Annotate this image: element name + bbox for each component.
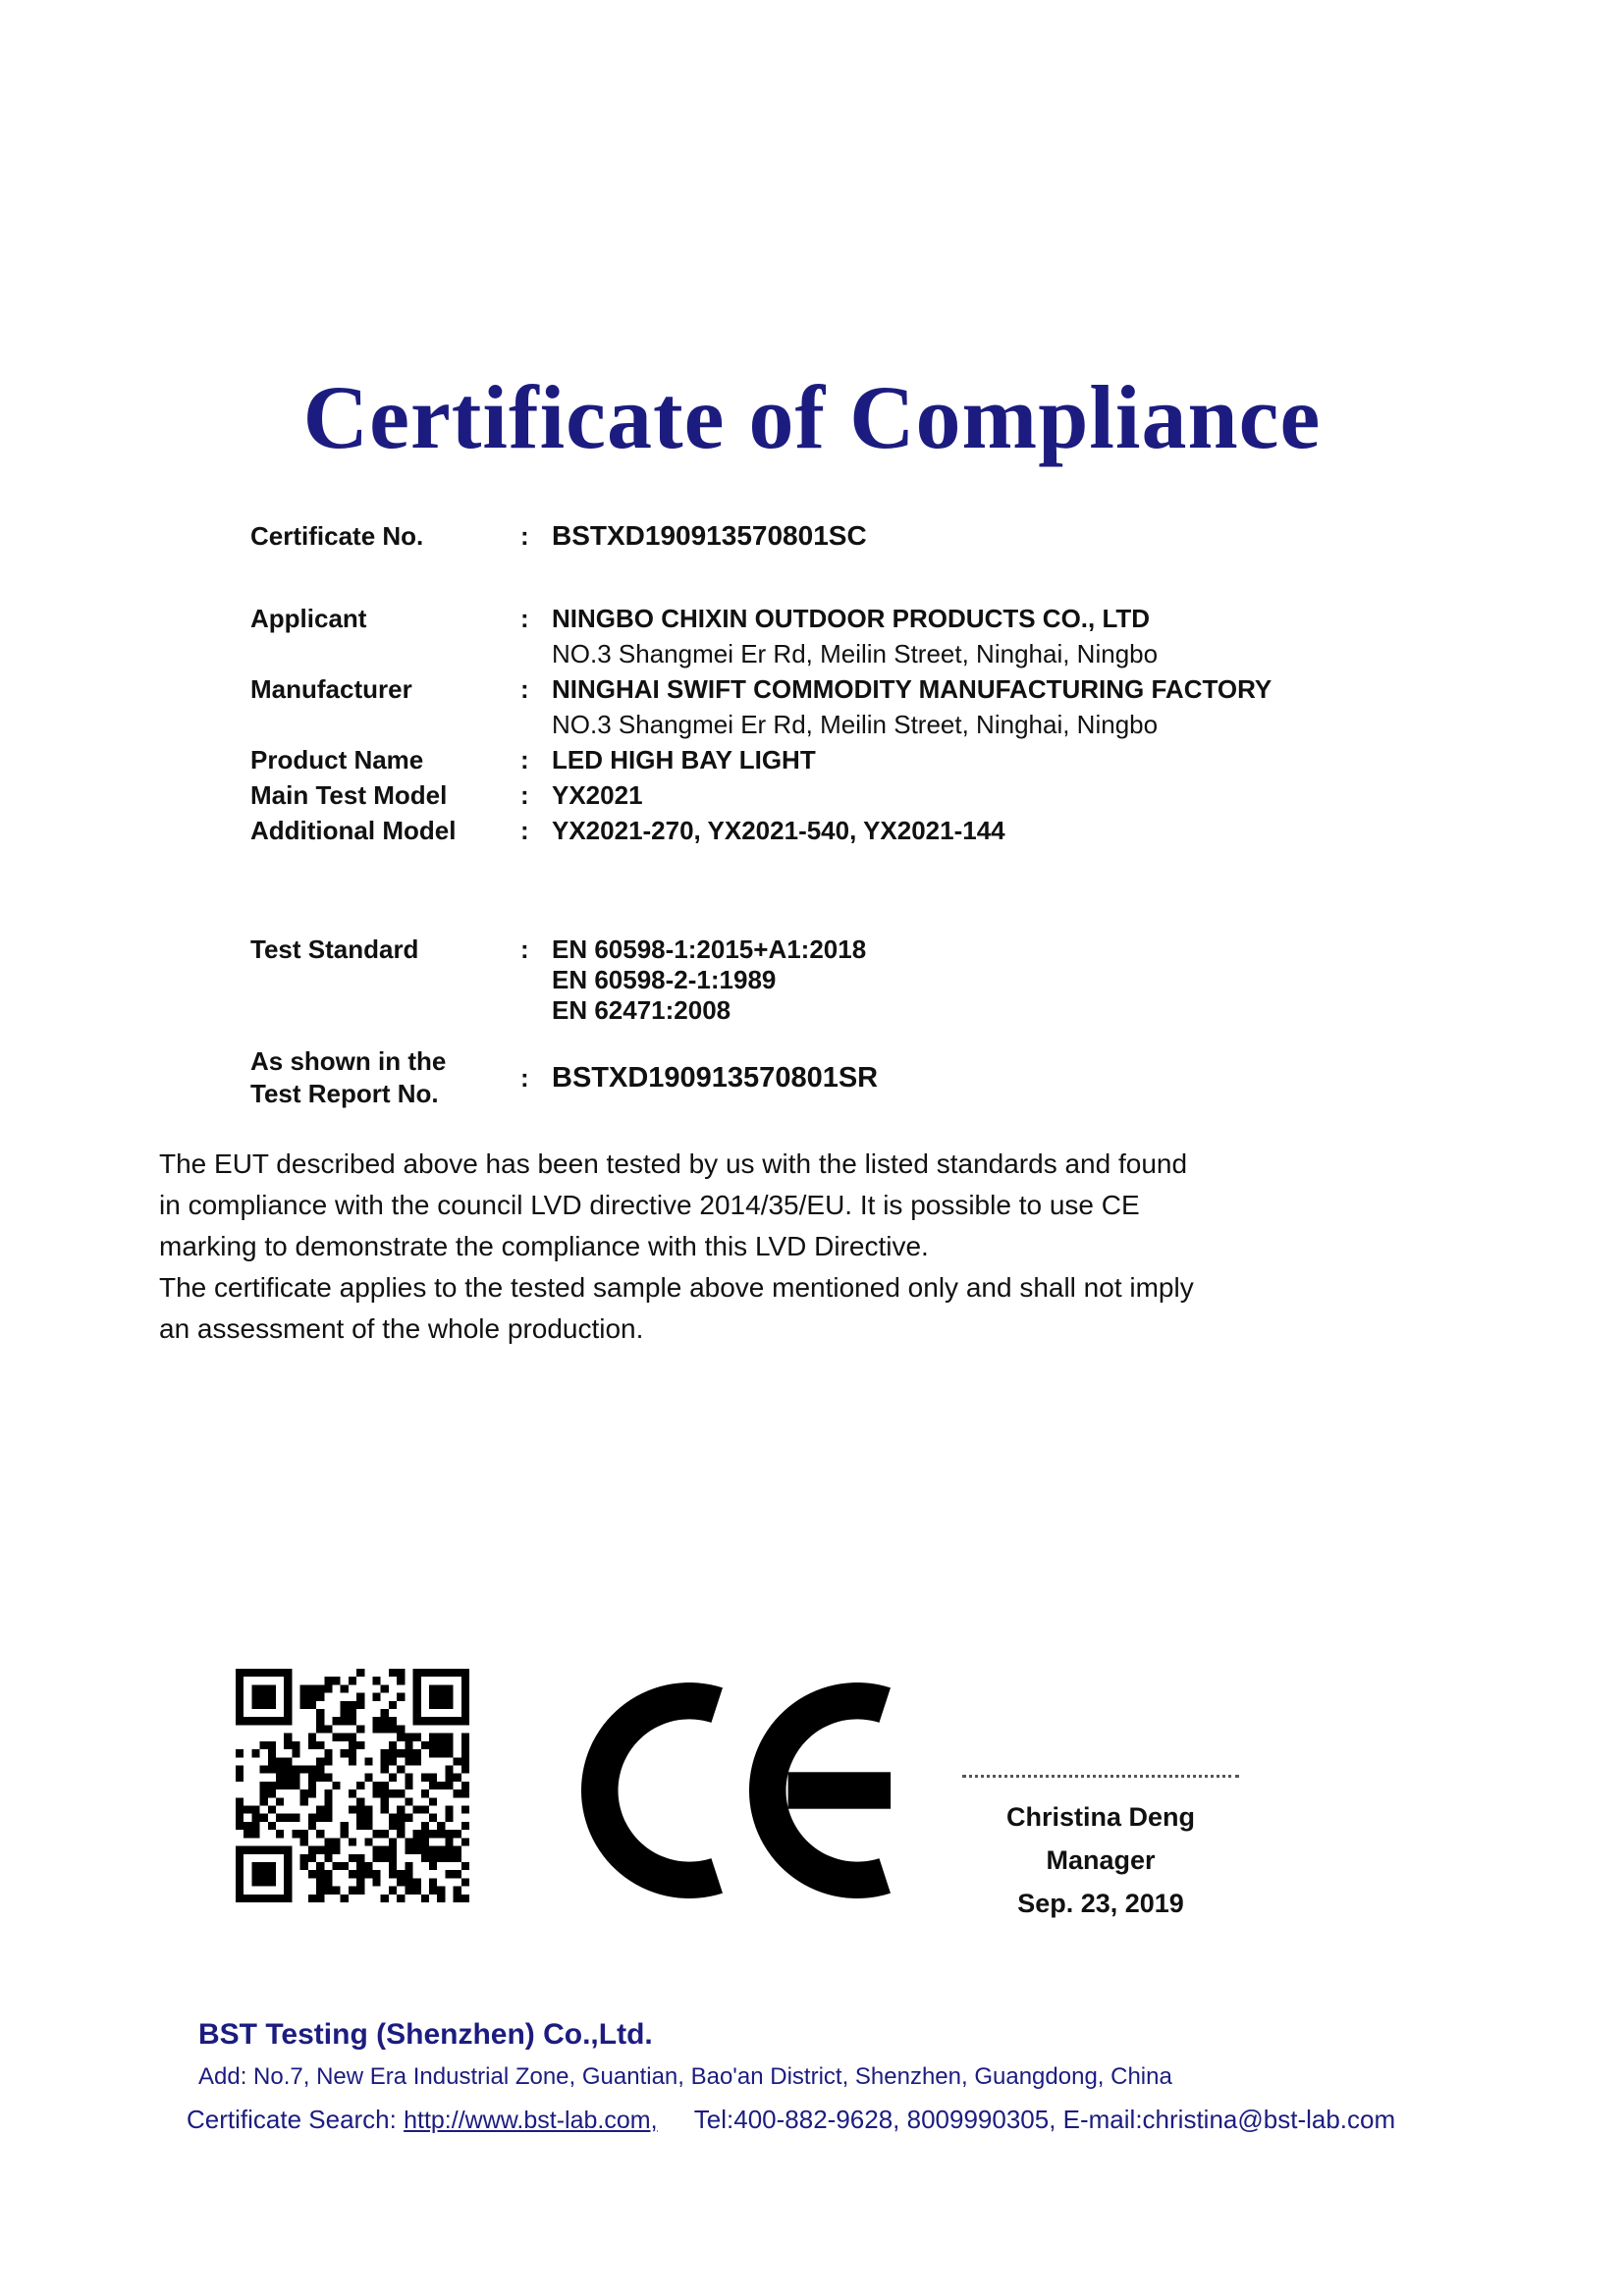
- product-name-value: LED HIGH BAY LIGHT: [552, 745, 816, 774]
- colon: :: [520, 1063, 529, 1093]
- spacer: [250, 554, 1507, 601]
- certificate-search-link[interactable]: http://www.bst-lab.com,: [404, 2107, 658, 2134]
- ce-mark-icon: [581, 1682, 894, 1898]
- signature-date: Sep. 23, 2019: [1017, 1889, 1184, 1918]
- test-standard-values: [552, 934, 1507, 1026]
- company-address: Add: No.7, New Era Industrial Zone, Guantian, Bao'an District, Shenzhen, Guangdong, China: [198, 2063, 1172, 2090]
- product-name-row: [250, 742, 1507, 777]
- colon: :: [520, 674, 529, 704]
- certificate-search-label: Certificate Search:: [187, 2105, 397, 2134]
- test-standard-2: EN 60598-2-1:1989: [552, 965, 777, 994]
- test-report-label-line2: Test Report No.: [250, 1079, 439, 1108]
- additional-model-label: Additional Model: [250, 816, 457, 845]
- main-test-model-value: YX2021: [552, 780, 643, 810]
- applicant-name: NINGBO CHIXIN OUTDOOR PRODUCTS CO., LTD: [552, 604, 1151, 633]
- qr-code: [236, 1669, 469, 1902]
- certificate-number-row: [250, 518, 1507, 554]
- test-report-label-line1: As shown in the: [250, 1046, 447, 1076]
- certificate-info-table: [250, 518, 1507, 1110]
- main-test-model-row: [250, 777, 1507, 813]
- applicant-value: [552, 601, 1507, 671]
- colon: :: [520, 934, 529, 964]
- compliance-statement: [159, 1144, 1524, 1350]
- applicant-address: NO.3 Shangmei Er Rd, Meilin Street, Ninghai, Ningbo: [552, 639, 1159, 668]
- certificate-search-line: [187, 2105, 1395, 2135]
- statement-line-3: marking to demonstrate the compliance with this LVD Directive.: [159, 1231, 929, 1261]
- manufacturer-label: Manufacturer: [250, 674, 412, 704]
- test-standard-row: [250, 934, 1507, 1026]
- additional-model-row: [250, 813, 1507, 848]
- test-report-label: [250, 1045, 520, 1110]
- signatory-role: Manager: [1046, 1845, 1156, 1875]
- manufacturer-name: NINGHAI SWIFT COMMODITY MANUFACTURING FACTORY: [552, 674, 1272, 704]
- certificate-number-value: BSTXD190913570801SC: [552, 520, 867, 551]
- statement-line-1: The EUT described above has been tested by us with the listed standards and found: [159, 1148, 1188, 1179]
- test-report-row: [250, 1045, 1507, 1110]
- signature-block: [962, 1775, 1239, 1925]
- statement-line-5: an assessment of the whole production.: [159, 1313, 644, 1344]
- spacer: [250, 848, 1507, 934]
- applicant-row: [250, 601, 1507, 671]
- main-test-model-label: Main Test Model: [250, 780, 448, 810]
- colon: :: [520, 780, 529, 810]
- ce-letter-e: [749, 1682, 895, 1898]
- test-standard-1: EN 60598-1:2015+A1:2018: [552, 934, 867, 964]
- manufacturer-row: [250, 671, 1507, 742]
- additional-model-value: YX2021-270, YX2021-540, YX2021-144: [552, 816, 1005, 845]
- statement-line-4: The certificate applies to the tested sample above mentioned only and shall not imply: [159, 1272, 1194, 1303]
- manufacturer-value: [552, 671, 1507, 742]
- signature-dotted-line: [962, 1775, 1239, 1778]
- ce-letter-c: [581, 1682, 728, 1898]
- colon: :: [520, 745, 529, 774]
- statement-line-2: in compliance with the council LVD directive 2014/35/EU. It is possible to use CE: [159, 1190, 1140, 1220]
- colon: :: [520, 604, 529, 633]
- contact-info: Tel:400-882-9628, 8009990305, E-mail:christina@bst-lab.com: [693, 2105, 1396, 2134]
- colon: :: [520, 521, 529, 551]
- product-name-label: Product Name: [250, 745, 424, 774]
- company-name: BST Testing (Shenzhen) Co.,Ltd.: [198, 2018, 653, 2051]
- certificate-title: Certificate of Compliance: [302, 367, 1322, 467]
- test-standard-label: Test Standard: [250, 934, 419, 964]
- certificate-number-label: Certificate No.: [250, 521, 424, 551]
- manufacturer-address: NO.3 Shangmei Er Rd, Meilin Street, Ninghai, Ningbo: [552, 710, 1159, 739]
- applicant-label: Applicant: [250, 604, 367, 633]
- test-standard-3: EN 62471:2008: [552, 995, 731, 1025]
- test-report-number: BSTXD190913570801SR: [552, 1062, 879, 1094]
- signatory-name: Christina Deng: [1005, 1802, 1196, 1832]
- colon: :: [520, 816, 529, 845]
